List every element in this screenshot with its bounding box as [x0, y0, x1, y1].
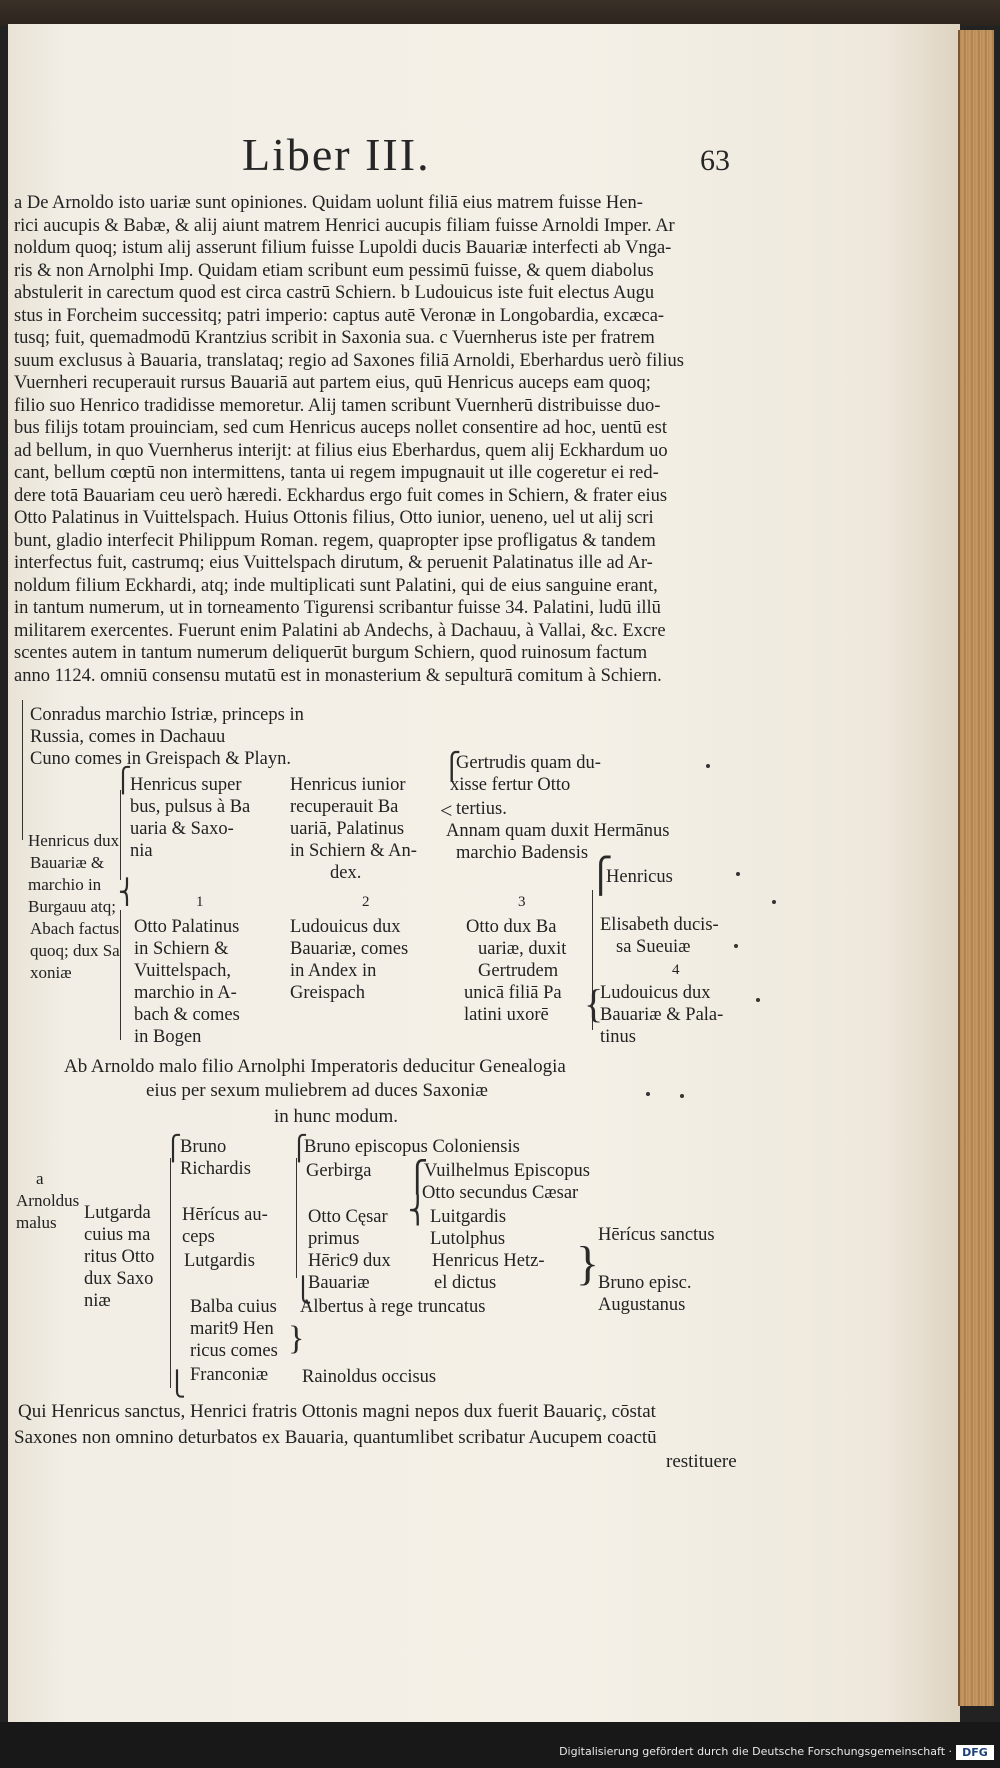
brace: ⎩ — [294, 1278, 312, 1304]
commentary-text — [14, 192, 754, 687]
ornament-dot — [756, 998, 760, 1002]
tree-entry-ludouicus: Ludouicus dux — [290, 917, 401, 937]
tree-entry-otto-dux: unicā filiā Pa — [464, 983, 562, 1003]
text-line: a De Arnoldo isto uariæ sunt opiniones. Quidam uolunt filiā eius matrem fuisse Hen- — [14, 193, 643, 213]
closing-text: Qui Henricus sanctus, Henrici fratris Ottonis magni nepos dux fuerit Bauariç, cōstat — [18, 1401, 656, 1422]
tree-entry-otto-dux: uariæ, duxit — [478, 939, 567, 959]
page-edge-stack — [958, 30, 994, 1706]
tree-entry-balba: marit9 Hen — [190, 1319, 274, 1339]
folio-number: 63 — [700, 144, 730, 177]
tree-entry-albertus: Albertus à rege truncatus — [300, 1297, 486, 1317]
text-line: filio suo Henrico tradidisse memoretur. Alij tamen scribunt Vuernherū distribuisse duo- — [14, 395, 661, 416]
brace: ⎨ — [408, 1196, 428, 1225]
tree-entry-arnoldus: malus — [16, 1213, 57, 1232]
text-line: ris & non Arnolphi Imp. Quidam etiam scribunt eum pessimū fuisse, & quem diabolus — [14, 260, 654, 281]
tree-line — [170, 1158, 171, 1388]
running-head: Liber III. — [242, 129, 431, 180]
ornament-dot — [734, 944, 738, 948]
tree-entry-henricus-dux: Abach factus — [30, 919, 120, 938]
genealogy-heading: eius per sexum muliebrem ad duces Saxoniæ — [146, 1080, 488, 1101]
dfg-logo: DFG — [956, 1745, 994, 1760]
ornament-dot — [646, 1092, 650, 1096]
tree-entry-otto-palatinus: Vuittelspach, — [134, 961, 232, 981]
text-line: rici aucupis & Babæ, & alij aiunt matrem Henrici aucupis filiam fuisse Arnoldi Imper. Ar — [14, 215, 675, 236]
brace: ⎧ — [164, 1136, 182, 1162]
brace: ⎨ — [118, 880, 136, 906]
tree-entry-ludouicus-dux: Bauariæ & Pala- — [600, 1005, 724, 1025]
tree-entry-henricus-dux: Henricus dux — [28, 831, 120, 850]
text-line: ad bellum, in quo Vuernherus interijt: at filius eius Eberhardus, quem alij Eckhardum uo — [14, 440, 668, 461]
tree-entry-otto-palatinus: in Schiern & — [134, 939, 229, 959]
tree-entry-henricus-dux: Bauariæ & — [30, 853, 105, 872]
tree-entry-henricus-dux: Burgauu atq; — [28, 897, 116, 916]
tree-entry-otto-dux: latini uxorē — [464, 1005, 549, 1025]
tree-entry-lutgarda: Lutgarda — [84, 1203, 151, 1223]
tree-entry-ludouicus: Bauariæ, comes — [290, 939, 409, 959]
tree-entry-bruno: Bruno — [180, 1137, 227, 1157]
tree-entry-balba: Balba cuius — [190, 1297, 277, 1317]
catchword: restituere — [666, 1451, 737, 1472]
tree-entry-otto-secundus: Otto secundus Cæsar — [422, 1183, 579, 1203]
tree-line — [120, 790, 121, 880]
tree-entry-elisabeth: Elisabeth ducis- — [600, 915, 719, 935]
tree-entry-lutgarda: ritus Otto — [84, 1247, 155, 1267]
tree-entry-hericus-sanctus: Hērícus sanctus — [598, 1225, 715, 1245]
tree-entry-otto-palatinus: bach & comes — [134, 1005, 240, 1025]
generation-number: 3 — [518, 894, 526, 910]
text-line: scentes autem in tantum numerum deliquerūt burgum Schiern, quod ruinosum factum — [14, 643, 648, 663]
tree-entry-otto-cesar: Otto Cęsar — [308, 1207, 388, 1227]
text-line: noldum filium Eckhardi, atq; inde multiplicati sunt Palatini, qui de eius sanguine erant, — [14, 575, 658, 596]
brace: ⎩ — [168, 1372, 186, 1398]
brace: < — [440, 798, 453, 823]
tree-entry-gertrudis: xisse fertur Otto — [450, 775, 571, 795]
tree-entry-arnoldus: Arnoldus — [16, 1191, 80, 1210]
tree-entry-henricus-superbus: bus, pulsus à Ba — [130, 797, 251, 817]
brace: } — [576, 1237, 600, 1290]
tree-entry-otto-palatinus: marchio in A- — [134, 983, 237, 1003]
tree-entry-henricus-superbus: Henricus super — [130, 775, 242, 795]
tree-entry-henricus-iunior: Henricus iunior — [290, 775, 406, 795]
tree-entry-henricus: Henricus — [606, 867, 673, 887]
tree-entry-heric-dux: Bauariæ — [308, 1273, 370, 1293]
tree-entry-bruno-episc: Bruno episc. — [598, 1273, 692, 1293]
tree-entry-henricus-dux: quoq; dux Sa — [30, 941, 120, 960]
tree-entry-bruno-episcopus: Bruno episcopus Coloniensis — [304, 1137, 520, 1157]
brace: { — [584, 981, 604, 1026]
tree-entry-balba: ricus comes — [190, 1341, 278, 1361]
text-line: bus filijs totam prouinciam, sed cum Henricus auceps nollet consentire ad hoc, uentū est — [14, 418, 667, 438]
text-line: Otto Palatinus in Vuittelspach. Huius Ottonis filius, Otto iunior, ueneno, uel ut alij scri — [14, 508, 654, 528]
tree-entry-henricus-dux: marchio in — [28, 875, 102, 894]
tree-entry-gertrudis: tertius. — [456, 799, 507, 819]
tree-entry-gertrudis: Gertrudis quam du- — [456, 753, 601, 773]
tree-entry-henricus-iunior: in Schiern & An- — [290, 841, 417, 861]
genealogy-heading: Ab Arnoldo malo filio Arnolphi Imperatoris deducitur Genealogia — [64, 1056, 566, 1077]
tree-entry-rainoldus: Rainoldus occisus — [302, 1367, 437, 1387]
tree-entry-ludouicus-dux: Ludouicus dux — [600, 983, 711, 1003]
tree-entry-ludouicus: Greispach — [290, 983, 365, 1003]
text-line: tusq; fuit, quemadmodū Krantzius scribit in Saxonia sua. c Vuernherus iste per fratrem — [14, 328, 655, 348]
tree-entry-lutolphus: Lutolphus — [430, 1229, 506, 1249]
tree-line — [22, 700, 23, 840]
tree-entry-otto-palatinus: in Bogen — [134, 1027, 202, 1047]
text-line: noldum quoq; istum alij asserunt filium fuisse Lupoldi ducis Bauariæ interfecti ab Vnga- — [14, 238, 672, 258]
generation-number: 1 — [196, 894, 204, 910]
generation-number: 4 — [672, 962, 680, 978]
tree-entry-lutgarda: dux Saxo — [84, 1269, 154, 1289]
tree-entry-lutgarda: niæ — [84, 1291, 111, 1311]
tree-entry-arnoldus: a — [36, 1169, 44, 1188]
ornament-dot — [680, 1094, 684, 1098]
tree-entry-gerbirga: Gerbirga — [306, 1161, 372, 1181]
generation-number: 2 — [362, 894, 370, 910]
tree-entry-balba: Franconiæ — [190, 1365, 269, 1385]
tree-entry-lutgarda: cuius ma — [84, 1225, 151, 1245]
tree-entry-ludouicus-dux: tinus — [600, 1027, 636, 1047]
brace: ⎧ — [114, 768, 132, 794]
tree-entry-henricus-hetz: el dictus — [434, 1273, 497, 1293]
tree-entry-richardis: Richardis — [180, 1159, 251, 1179]
tree-line — [296, 1158, 297, 1278]
closing-text: Saxones non omnino deturbatos ex Bauaria, quantumlibet scribatur Aucupem coactū — [14, 1427, 657, 1448]
tree-entry-conradus: Conradus marchio Istriæ, princeps in — [30, 705, 304, 725]
text-line: dere totā Bauariam ceu uerò hæredi. Eckhardus ergo fuit comes in Schiern, & frater eius — [14, 485, 668, 506]
ornament-dot — [706, 764, 710, 768]
tree-entry-bruno-episc: Augustanus — [598, 1295, 686, 1315]
tree-entry-henricus-hetz: Henricus Hetz- — [432, 1251, 545, 1271]
text-line: interfectus fuit, castrumq; eius Vuittelspach dirutum, & peruenit Palatinatus ille ad Ar- — [14, 553, 653, 573]
tree-entry-otto-dux: Otto dux Ba — [466, 917, 557, 937]
tree-entry-lutgardis: Lutgardis — [184, 1251, 255, 1271]
tree-entry-ludouicus: in Andex in — [290, 961, 377, 981]
tree-entry-elisabeth: sa Sueuiæ — [616, 937, 691, 957]
tree-entry-henricus-superbus: nia — [130, 841, 153, 861]
brace: } — [288, 1320, 305, 1357]
tree-entry-hericus-auceps: Hērícus au- — [182, 1205, 268, 1225]
scan-top-edge — [0, 0, 1000, 26]
tree-entry-cuno: Cuno comes in Greispach & Playn. — [30, 749, 292, 769]
brace: ⎧ — [406, 1161, 429, 1194]
ornament-dot — [736, 872, 740, 876]
funding-credit: Digitalisierung gefördert durch die Deutsche Forschungsgemeinschaft · — [559, 1745, 952, 1758]
text-line: militarem exercentes. Fuerunt enim Palatini ab Andechs, à Dachauu, à Vallai, &c. Excre — [14, 620, 666, 641]
tree-entry-conradus: Russia, comes in Dachauu — [30, 727, 226, 747]
tree-entry-annam: Annam quam duxit Hermānus — [446, 821, 670, 841]
text-line: bunt, gladio interfecit Philippum Roman. regem, quapropter ipse profligatus & tandem — [14, 530, 656, 551]
tree-entry-otto-cesar: primus — [308, 1229, 360, 1249]
genealogy-heading: in hunc modum. — [274, 1106, 399, 1127]
tree-entry-henricus-superbus: uaria & Saxo- — [130, 819, 234, 839]
brace: ⎧ — [290, 1136, 308, 1162]
text-line: abstulerit in carectum quod est circa castrū Schiern. b Ludouicus iste fuit electus Augu — [14, 283, 655, 303]
tree-entry-henricus-iunior: uariā, Palatinus — [290, 819, 405, 839]
tree-entry-luitgardis: Luitgardis — [430, 1207, 507, 1227]
tree-entry-otto-palatinus: Otto Palatinus — [134, 917, 240, 937]
brace: ⎧ — [442, 752, 462, 781]
text-line: Vuernheri recuperauit rursus Bauariā aut partem eius, quū Henricus auceps eam quoq; — [14, 373, 651, 393]
tree-entry-annam: marchio Badensis — [456, 843, 589, 863]
tree-entry-henricus-iunior: dex. — [330, 863, 362, 883]
tree-entry-henricus-dux: xoniæ — [30, 963, 72, 982]
tree-entry-henricus-iunior: recuperauit Ba — [290, 797, 399, 817]
tree-entry-otto-dux: Gertrudem — [478, 961, 559, 981]
text-line: in tantum numerum, ut in torneamento Tigurensi scribantur fuisse 34. Palatini, ludū illū — [14, 598, 661, 618]
ornament-dot — [772, 900, 776, 904]
tree-entry-hericus-auceps: ceps — [182, 1227, 215, 1247]
text-line: cant, bellum cœptū non intermittens, tanta ui regem impugnauit ut ille cogeretur ei red- — [14, 463, 659, 483]
tree-line — [120, 910, 121, 1040]
text-line: stus in Forcheim successitq; patri imperio: captus autē Veronæ in Longobardia, excæca- — [14, 305, 665, 326]
tree-entry-heric-dux: Hēric9 dux — [308, 1251, 391, 1271]
footer-bar — [0, 1722, 1000, 1768]
tree-entry-vuilhelmus: Vuilhelmus Episcopus — [424, 1161, 590, 1181]
text-line: suum exclusus à Bauaria, translataq; regio ad Saxones filiā Arnoldi, Eberhardus uerò filius — [14, 350, 684, 371]
text-line: anno 1124. omniū consensu mutatū est in monasterium & sepulturā comitum à Schiern. — [14, 665, 662, 686]
brace: ⎧ — [588, 858, 614, 895]
